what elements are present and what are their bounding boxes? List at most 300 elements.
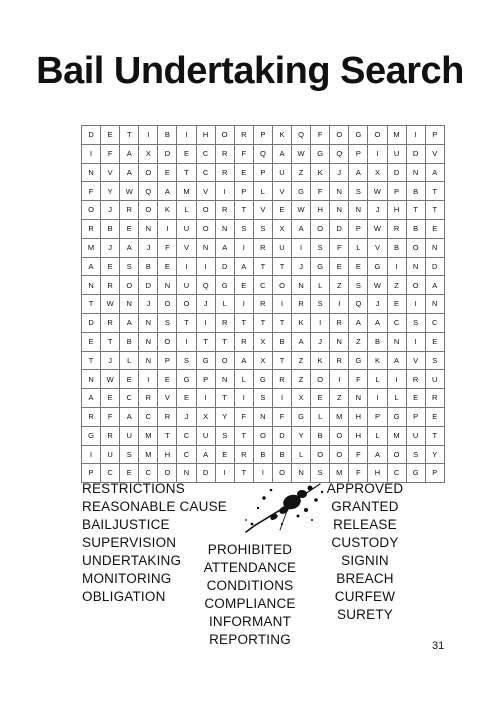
grid-cell[interactable]: Y xyxy=(101,182,120,201)
grid-cell[interactable]: I xyxy=(82,445,101,464)
grid-cell[interactable]: U xyxy=(425,370,444,389)
grid-cell[interactable]: O xyxy=(272,464,291,483)
grid-cell[interactable]: I xyxy=(387,257,406,276)
grid-cell[interactable]: A xyxy=(82,389,101,408)
grid-cell[interactable]: E xyxy=(330,257,349,276)
grid-cell[interactable]: G xyxy=(196,351,215,370)
grid-cell[interactable]: J xyxy=(368,295,387,314)
grid-cell[interactable]: F xyxy=(272,407,291,426)
grid-cell[interactable]: D xyxy=(139,276,158,295)
grid-cell[interactable]: R xyxy=(101,313,120,332)
grid-cell[interactable]: B xyxy=(406,182,425,201)
grid-cell[interactable]: T xyxy=(253,313,272,332)
grid-cell[interactable]: R xyxy=(272,370,291,389)
grid-cell[interactable]: V xyxy=(101,163,120,182)
grid-cell[interactable]: H xyxy=(196,126,215,145)
grid-cell[interactable]: F xyxy=(101,144,120,163)
grid-cell[interactable]: I xyxy=(272,389,291,408)
grid-cell[interactable]: L xyxy=(292,445,311,464)
grid-cell[interactable]: R xyxy=(215,144,234,163)
grid-cell[interactable]: E xyxy=(158,163,177,182)
grid-cell[interactable]: A xyxy=(120,144,139,163)
grid-cell[interactable]: A xyxy=(292,332,311,351)
grid-cell[interactable]: N xyxy=(177,464,196,483)
grid-cell[interactable]: B xyxy=(387,238,406,257)
grid-cell[interactable]: P xyxy=(368,407,387,426)
grid-cell[interactable]: S xyxy=(234,219,253,238)
grid-cell[interactable]: O xyxy=(82,201,101,220)
grid-cell[interactable]: B xyxy=(311,426,330,445)
grid-cell[interactable]: E xyxy=(177,389,196,408)
grid-cell[interactable]: W xyxy=(101,370,120,389)
grid-cell[interactable]: A xyxy=(158,182,177,201)
grid-cell[interactable]: A xyxy=(120,407,139,426)
grid-cell[interactable]: Y xyxy=(292,426,311,445)
grid-cell[interactable]: V xyxy=(368,238,387,257)
grid-cell[interactable]: I xyxy=(234,295,253,314)
grid-cell[interactable]: O xyxy=(158,464,177,483)
grid-cell[interactable]: G xyxy=(349,126,368,145)
grid-cell[interactable]: T xyxy=(196,332,215,351)
grid-cell[interactable]: N xyxy=(330,332,349,351)
grid-cell[interactable]: T xyxy=(425,182,444,201)
grid-cell[interactable]: W xyxy=(368,182,387,201)
grid-cell[interactable]: L xyxy=(215,295,234,314)
grid-cell[interactable]: S xyxy=(406,313,425,332)
grid-cell[interactable]: O xyxy=(120,276,139,295)
grid-cell[interactable]: O xyxy=(330,426,349,445)
grid-cell[interactable]: R xyxy=(406,370,425,389)
grid-cell[interactable]: T xyxy=(101,332,120,351)
grid-cell[interactable]: F xyxy=(234,407,253,426)
grid-cell[interactable]: P xyxy=(253,126,272,145)
grid-cell[interactable]: U xyxy=(177,219,196,238)
grid-cell[interactable]: G xyxy=(215,276,234,295)
grid-cell[interactable]: H xyxy=(387,201,406,220)
grid-cell[interactable]: N xyxy=(425,238,444,257)
grid-cell[interactable]: T xyxy=(234,426,253,445)
grid-cell[interactable]: N xyxy=(215,219,234,238)
grid-cell[interactable]: A xyxy=(292,219,311,238)
grid-cell[interactable]: T xyxy=(82,351,101,370)
grid-cell[interactable]: L xyxy=(177,201,196,220)
grid-cell[interactable]: I xyxy=(177,332,196,351)
grid-cell[interactable]: T xyxy=(272,257,291,276)
grid-cell[interactable]: S xyxy=(253,389,272,408)
grid-cell[interactable]: A xyxy=(368,313,387,332)
grid-cell[interactable]: G xyxy=(387,407,406,426)
grid-cell[interactable]: E xyxy=(120,464,139,483)
grid-cell[interactable]: U xyxy=(196,426,215,445)
grid-cell[interactable]: X xyxy=(139,144,158,163)
grid-cell[interactable]: E xyxy=(387,295,406,314)
grid-cell[interactable]: O xyxy=(177,295,196,314)
grid-cell[interactable]: E xyxy=(215,445,234,464)
grid-cell[interactable]: I xyxy=(292,238,311,257)
grid-cell[interactable]: C xyxy=(177,445,196,464)
grid-cell[interactable]: W xyxy=(120,182,139,201)
grid-cell[interactable]: I xyxy=(82,144,101,163)
grid-cell[interactable]: O xyxy=(368,126,387,145)
grid-cell[interactable]: B xyxy=(272,332,291,351)
grid-cell[interactable]: N xyxy=(139,351,158,370)
grid-cell[interactable]: O xyxy=(272,276,291,295)
grid-cell[interactable]: N xyxy=(349,201,368,220)
grid-cell[interactable]: I xyxy=(387,370,406,389)
grid-cell[interactable]: K xyxy=(272,126,291,145)
grid-cell[interactable]: S xyxy=(120,445,139,464)
grid-cell[interactable]: N xyxy=(349,389,368,408)
grid-cell[interactable]: A xyxy=(272,144,291,163)
grid-cell[interactable]: B xyxy=(120,332,139,351)
grid-cell[interactable]: M xyxy=(82,238,101,257)
grid-cell[interactable]: Z xyxy=(292,351,311,370)
grid-cell[interactable]: U xyxy=(177,276,196,295)
grid-cell[interactable]: A xyxy=(349,163,368,182)
grid-cell[interactable]: W xyxy=(101,295,120,314)
grid-cell[interactable]: M xyxy=(139,445,158,464)
grid-cell[interactable]: V xyxy=(272,182,291,201)
grid-cell[interactable]: I xyxy=(253,464,272,483)
grid-cell[interactable]: T xyxy=(177,313,196,332)
grid-cell[interactable]: N xyxy=(330,182,349,201)
grid-cell[interactable]: F xyxy=(311,182,330,201)
grid-cell[interactable]: Z xyxy=(330,389,349,408)
grid-cell[interactable]: O xyxy=(196,219,215,238)
grid-cell[interactable]: S xyxy=(311,295,330,314)
grid-cell[interactable]: N xyxy=(292,464,311,483)
grid-cell[interactable]: T xyxy=(234,464,253,483)
grid-cell[interactable]: D xyxy=(196,464,215,483)
grid-cell[interactable]: R xyxy=(330,351,349,370)
grid-cell[interactable]: C xyxy=(196,163,215,182)
grid-cell[interactable]: H xyxy=(349,407,368,426)
grid-cell[interactable]: T xyxy=(272,351,291,370)
grid-cell[interactable]: P xyxy=(406,407,425,426)
grid-cell[interactable]: E xyxy=(158,370,177,389)
grid-cell[interactable]: R xyxy=(120,201,139,220)
grid-cell[interactable]: R xyxy=(234,445,253,464)
grid-cell[interactable]: D xyxy=(330,219,349,238)
grid-cell[interactable]: V xyxy=(177,238,196,257)
grid-cell[interactable]: P xyxy=(253,163,272,182)
grid-cell[interactable]: O xyxy=(215,351,234,370)
grid-cell[interactable]: T xyxy=(234,201,253,220)
grid-cell[interactable]: Y xyxy=(215,407,234,426)
grid-cell[interactable]: J xyxy=(177,407,196,426)
grid-cell[interactable]: R xyxy=(330,313,349,332)
grid-cell[interactable]: O xyxy=(311,445,330,464)
grid-cell[interactable]: S xyxy=(406,445,425,464)
grid-cell[interactable]: I xyxy=(406,295,425,314)
grid-cell[interactable]: E xyxy=(120,219,139,238)
grid-cell[interactable]: O xyxy=(330,126,349,145)
grid-cell[interactable]: R xyxy=(425,389,444,408)
grid-cell[interactable]: M xyxy=(177,182,196,201)
grid-cell[interactable]: U xyxy=(406,426,425,445)
grid-cell[interactable]: X xyxy=(253,351,272,370)
grid-cell[interactable]: U xyxy=(101,445,120,464)
grid-cell[interactable]: J xyxy=(139,238,158,257)
grid-cell[interactable]: G xyxy=(368,257,387,276)
grid-cell[interactable]: P xyxy=(158,351,177,370)
grid-cell[interactable]: I xyxy=(177,257,196,276)
grid-cell[interactable]: K xyxy=(311,163,330,182)
grid-cell[interactable]: N xyxy=(82,276,101,295)
grid-cell[interactable]: L xyxy=(349,238,368,257)
grid-cell[interactable]: D xyxy=(387,163,406,182)
grid-cell[interactable]: T xyxy=(215,389,234,408)
grid-cell[interactable]: C xyxy=(177,426,196,445)
grid-cell[interactable]: N xyxy=(120,295,139,314)
grid-cell[interactable]: N xyxy=(292,276,311,295)
grid-cell[interactable]: K xyxy=(158,201,177,220)
grid-cell[interactable]: P xyxy=(234,182,253,201)
grid-cell[interactable]: Q xyxy=(139,182,158,201)
grid-cell[interactable]: J xyxy=(101,351,120,370)
grid-cell[interactable]: E xyxy=(425,407,444,426)
grid-cell[interactable]: O xyxy=(215,126,234,145)
grid-cell[interactable]: I xyxy=(196,313,215,332)
grid-cell[interactable]: S xyxy=(349,276,368,295)
grid-cell[interactable]: A xyxy=(234,257,253,276)
grid-cell[interactable]: W xyxy=(292,201,311,220)
grid-cell[interactable]: M xyxy=(387,126,406,145)
grid-cell[interactable]: R xyxy=(292,295,311,314)
grid-cell[interactable]: R xyxy=(158,407,177,426)
grid-cell[interactable]: C xyxy=(425,313,444,332)
grid-cell[interactable]: I xyxy=(215,464,234,483)
grid-cell[interactable]: L xyxy=(234,370,253,389)
grid-cell[interactable]: F xyxy=(101,407,120,426)
grid-cell[interactable]: I xyxy=(330,370,349,389)
grid-cell[interactable]: R xyxy=(253,238,272,257)
grid-cell[interactable]: U xyxy=(387,144,406,163)
grid-cell[interactable]: I xyxy=(330,295,349,314)
grid-cell[interactable]: Z xyxy=(349,332,368,351)
grid-cell[interactable]: D xyxy=(425,257,444,276)
grid-cell[interactable]: W xyxy=(368,276,387,295)
grid-cell[interactable]: C xyxy=(101,464,120,483)
grid-cell[interactable]: R xyxy=(234,126,253,145)
grid-cell[interactable]: E xyxy=(120,370,139,389)
grid-cell[interactable]: N xyxy=(387,332,406,351)
grid-cell[interactable]: L xyxy=(387,389,406,408)
grid-cell[interactable]: D xyxy=(82,313,101,332)
grid-cell[interactable]: E xyxy=(349,257,368,276)
grid-cell[interactable]: S xyxy=(158,313,177,332)
grid-cell[interactable]: L xyxy=(253,182,272,201)
grid-cell[interactable]: B xyxy=(158,126,177,145)
grid-cell[interactable]: Q xyxy=(253,144,272,163)
grid-cell[interactable]: T xyxy=(406,201,425,220)
grid-cell[interactable]: B xyxy=(368,332,387,351)
grid-cell[interactable]: J xyxy=(139,295,158,314)
grid-cell[interactable]: J xyxy=(196,295,215,314)
grid-cell[interactable]: T xyxy=(177,163,196,182)
grid-cell[interactable]: I xyxy=(311,313,330,332)
grid-cell[interactable]: X xyxy=(196,407,215,426)
grid-cell[interactable]: W xyxy=(292,144,311,163)
grid-cell[interactable]: D xyxy=(158,144,177,163)
grid-cell[interactable]: T xyxy=(425,426,444,445)
grid-cell[interactable]: I xyxy=(272,295,291,314)
grid-cell[interactable]: M xyxy=(139,426,158,445)
grid-cell[interactable]: O xyxy=(139,201,158,220)
grid-cell[interactable]: E xyxy=(311,389,330,408)
grid-cell[interactable]: I xyxy=(139,370,158,389)
grid-cell[interactable]: R xyxy=(387,219,406,238)
grid-cell[interactable]: F xyxy=(234,144,253,163)
grid-cell[interactable]: X xyxy=(272,219,291,238)
grid-cell[interactable]: E xyxy=(82,332,101,351)
grid-cell[interactable]: N xyxy=(253,407,272,426)
grid-cell[interactable]: E xyxy=(425,332,444,351)
grid-cell[interactable]: I xyxy=(196,257,215,276)
grid-cell[interactable]: A xyxy=(387,351,406,370)
grid-cell[interactable]: B xyxy=(253,445,272,464)
grid-cell[interactable]: F xyxy=(330,238,349,257)
grid-cell[interactable]: Q xyxy=(292,126,311,145)
grid-cell[interactable]: J xyxy=(101,201,120,220)
grid-cell[interactable]: Z xyxy=(387,276,406,295)
grid-cell[interactable]: R xyxy=(101,276,120,295)
grid-cell[interactable]: R xyxy=(253,295,272,314)
grid-cell[interactable]: F xyxy=(82,182,101,201)
grid-cell[interactable]: E xyxy=(158,257,177,276)
grid-cell[interactable]: P xyxy=(82,464,101,483)
grid-cell[interactable]: N xyxy=(196,238,215,257)
grid-cell[interactable]: J xyxy=(311,332,330,351)
grid-cell[interactable]: F xyxy=(158,238,177,257)
grid-cell[interactable]: T xyxy=(120,126,139,145)
grid-cell[interactable]: M xyxy=(387,426,406,445)
grid-cell[interactable]: I xyxy=(196,389,215,408)
grid-cell[interactable]: P xyxy=(425,126,444,145)
grid-cell[interactable]: X xyxy=(368,163,387,182)
grid-cell[interactable]: L xyxy=(311,276,330,295)
grid-cell[interactable]: S xyxy=(253,219,272,238)
grid-cell[interactable]: G xyxy=(292,407,311,426)
grid-cell[interactable]: C xyxy=(139,407,158,426)
grid-cell[interactable]: A xyxy=(425,163,444,182)
grid-cell[interactable]: L xyxy=(120,351,139,370)
grid-cell[interactable]: H xyxy=(311,201,330,220)
grid-cell[interactable]: K xyxy=(292,313,311,332)
grid-cell[interactable]: V xyxy=(253,201,272,220)
grid-cell[interactable]: U xyxy=(272,163,291,182)
grid-cell[interactable]: O xyxy=(311,370,330,389)
grid-cell[interactable]: G xyxy=(253,370,272,389)
grid-cell[interactable]: A xyxy=(234,351,253,370)
grid-cell[interactable]: R xyxy=(101,426,120,445)
grid-cell[interactable]: X xyxy=(292,389,311,408)
grid-cell[interactable]: A xyxy=(82,257,101,276)
grid-cell[interactable]: I xyxy=(406,332,425,351)
grid-cell[interactable]: R xyxy=(82,219,101,238)
grid-cell[interactable]: L xyxy=(368,426,387,445)
grid-cell[interactable]: Y xyxy=(425,445,444,464)
grid-cell[interactable]: A xyxy=(425,276,444,295)
grid-cell[interactable]: T xyxy=(82,295,101,314)
grid-cell[interactable]: F xyxy=(349,445,368,464)
grid-cell[interactable]: A xyxy=(120,163,139,182)
grid-cell[interactable]: O xyxy=(330,445,349,464)
grid-cell[interactable]: S xyxy=(425,351,444,370)
grid-cell[interactable]: B xyxy=(272,445,291,464)
grid-cell[interactable]: B xyxy=(406,219,425,238)
grid-cell[interactable]: G xyxy=(311,144,330,163)
grid-cell[interactable]: S xyxy=(311,238,330,257)
grid-cell[interactable]: C xyxy=(387,313,406,332)
grid-cell[interactable]: E xyxy=(234,163,253,182)
grid-cell[interactable]: V xyxy=(425,144,444,163)
grid-cell[interactable]: T xyxy=(158,426,177,445)
grid-cell[interactable]: P xyxy=(387,182,406,201)
grid-cell[interactable]: B xyxy=(101,219,120,238)
grid-cell[interactable]: D xyxy=(215,257,234,276)
grid-cell[interactable]: N xyxy=(425,295,444,314)
grid-cell[interactable]: T xyxy=(272,313,291,332)
grid-cell[interactable]: N xyxy=(406,163,425,182)
grid-cell[interactable]: E xyxy=(177,144,196,163)
grid-cell[interactable]: D xyxy=(272,426,291,445)
grid-cell[interactable]: V xyxy=(158,389,177,408)
grid-cell[interactable]: G xyxy=(292,182,311,201)
grid-cell[interactable]: R xyxy=(234,332,253,351)
grid-cell[interactable]: S xyxy=(120,257,139,276)
grid-cell[interactable]: G xyxy=(311,257,330,276)
grid-cell[interactable]: E xyxy=(425,219,444,238)
grid-cell[interactable]: H xyxy=(368,464,387,483)
grid-cell[interactable]: A xyxy=(368,445,387,464)
grid-cell[interactable]: U xyxy=(120,426,139,445)
grid-cell[interactable]: Q xyxy=(196,276,215,295)
grid-cell[interactable]: N xyxy=(330,201,349,220)
grid-cell[interactable]: X xyxy=(253,332,272,351)
grid-cell[interactable]: U xyxy=(272,238,291,257)
grid-cell[interactable]: T xyxy=(215,332,234,351)
grid-cell[interactable]: C xyxy=(387,464,406,483)
grid-cell[interactable]: G xyxy=(177,370,196,389)
grid-cell[interactable]: I xyxy=(234,389,253,408)
grid-cell[interactable]: I xyxy=(368,389,387,408)
grid-cell[interactable]: H xyxy=(158,445,177,464)
grid-cell[interactable]: J xyxy=(292,257,311,276)
grid-cell[interactable]: H xyxy=(349,426,368,445)
grid-cell[interactable]: D xyxy=(82,126,101,145)
grid-cell[interactable]: N xyxy=(139,219,158,238)
grid-cell[interactable]: P xyxy=(196,370,215,389)
grid-cell[interactable]: N xyxy=(158,276,177,295)
grid-cell[interactable]: I xyxy=(234,238,253,257)
grid-cell[interactable]: P xyxy=(349,144,368,163)
grid-cell[interactable]: E xyxy=(101,389,120,408)
grid-cell[interactable]: F xyxy=(349,464,368,483)
grid-cell[interactable]: A xyxy=(215,238,234,257)
grid-cell[interactable]: E xyxy=(101,257,120,276)
grid-cell[interactable]: N xyxy=(139,313,158,332)
grid-cell[interactable]: Z xyxy=(330,276,349,295)
grid-cell[interactable]: R xyxy=(215,163,234,182)
grid-cell[interactable]: G xyxy=(349,351,368,370)
grid-cell[interactable]: A xyxy=(196,445,215,464)
grid-cell[interactable]: V xyxy=(196,182,215,201)
grid-cell[interactable]: E xyxy=(272,201,291,220)
grid-cell[interactable]: A xyxy=(349,313,368,332)
grid-cell[interactable]: O xyxy=(253,426,272,445)
grid-cell[interactable]: O xyxy=(158,295,177,314)
